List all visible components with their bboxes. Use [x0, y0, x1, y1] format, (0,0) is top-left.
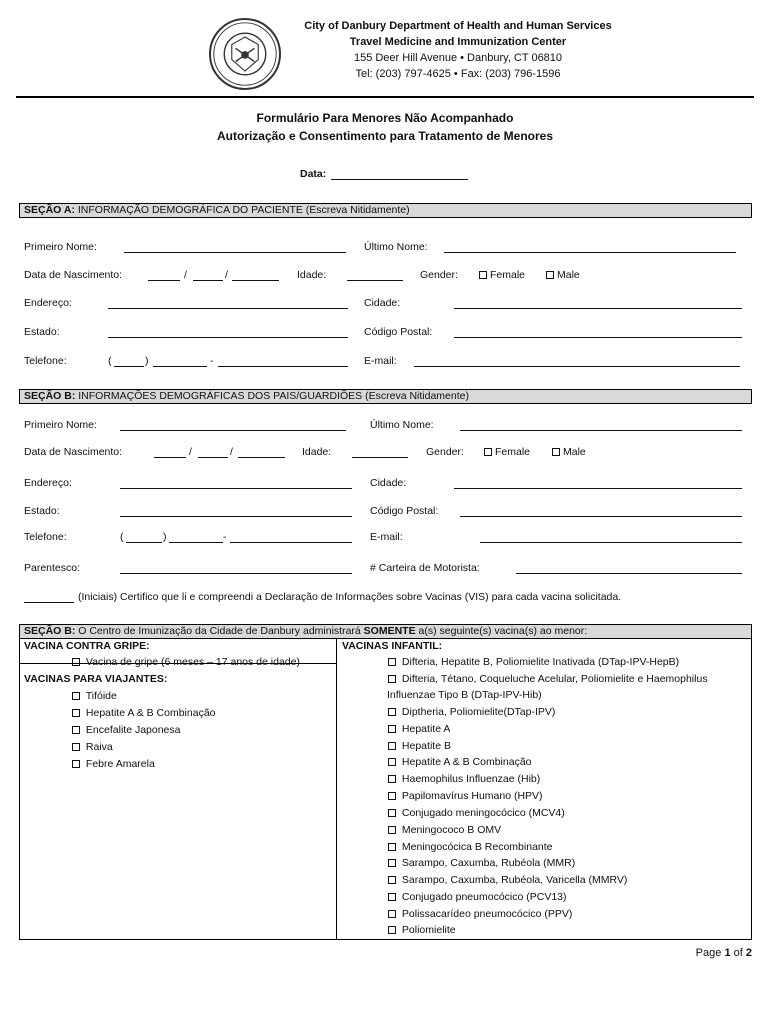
- child-vaccine-option[interactable]: Hepatite A: [388, 723, 450, 735]
- child-vaccine-option[interactable]: Meningocócica B Recombinante: [388, 841, 553, 853]
- section-b-header: SEÇÃO B: INFORMAÇÕES DEMOGRÁFICAS DOS PAIS/GUARDIÕES (Escreva Nitidamente): [19, 389, 752, 404]
- b-phone-paren-open: (: [120, 531, 124, 543]
- flu-heading: VACINA CONTRA GRIPE:: [24, 640, 150, 652]
- checkbox-icon: [388, 826, 396, 834]
- checkbox-icon: [388, 893, 396, 901]
- b-phone-paren-close: ): [163, 531, 167, 543]
- initials-field[interactable]: [24, 602, 74, 603]
- a-first-name-field[interactable]: [124, 252, 346, 253]
- child-vaccine-option[interactable]: Poliomielite: [388, 924, 456, 936]
- b-first-name-field[interactable]: [120, 430, 346, 431]
- child-vaccine-option[interactable]: Sarampo, Caxumba, Rubéola, Varicella (MMRV): [388, 874, 627, 886]
- travel-vaccine-option[interactable]: Tifóide: [72, 690, 117, 702]
- b-dob-year-field[interactable]: [238, 457, 285, 458]
- a-address-field[interactable]: [108, 308, 348, 309]
- b-age-field[interactable]: [352, 457, 408, 458]
- child-heading: VACINAS INFANTIL:: [342, 640, 443, 652]
- travel-vaccine-option[interactable]: Encefalite Japonesa: [72, 724, 181, 736]
- travel-heading: VACINAS PARA VIAJANTES:: [24, 673, 168, 685]
- a-dob-label: Data de Nascimento:: [24, 269, 123, 281]
- form-title: Formulário Para Menores Não Acompanhado: [256, 111, 514, 125]
- checkbox-icon: [388, 708, 396, 716]
- checkbox-icon: [72, 692, 80, 700]
- a-phone-paren-close: ): [145, 355, 149, 367]
- b-dob-slash-2: /: [230, 446, 233, 458]
- b-male-checkbox[interactable]: Male: [552, 446, 586, 458]
- a-age-label: Idade:: [297, 269, 327, 281]
- checkbox-icon: [388, 910, 396, 918]
- a-phone-paren-open: (: [108, 355, 112, 367]
- a-dob-slash-1: /: [184, 269, 187, 281]
- vaccine-table-header: SEÇÃO B: O Centro de Imunização da Cidade de Danbury administrará SOMENTE a(s) seguinte(s) vacina(s) ao menor:: [20, 625, 751, 639]
- column-divider: [336, 639, 337, 939]
- child-vaccine-option[interactable]: Difteria, Hepatite B, Poliomielite Inativada (DTap-IPV-HepB): [388, 656, 679, 668]
- a-dob-year-field[interactable]: [232, 280, 279, 281]
- a-dob-month-field[interactable]: [148, 280, 180, 281]
- a-phone-prefix-field[interactable]: [153, 366, 207, 367]
- a-gender-label: Gender:: [420, 269, 458, 281]
- child-vaccine-option[interactable]: Sarampo, Caxumba, Rubéola (MMR): [388, 857, 575, 869]
- header-rule: [16, 96, 754, 98]
- b-relation-label: Parentesco:: [24, 562, 81, 574]
- checkbox-icon: [388, 792, 396, 800]
- checkbox-icon: [72, 743, 80, 751]
- a-dob-day-field[interactable]: [193, 280, 223, 281]
- b-phone-label: Telefone:: [24, 531, 67, 543]
- city-seal-logo: [209, 18, 281, 90]
- a-phone-number-field[interactable]: [218, 366, 348, 367]
- a-state-label: Estado:: [24, 326, 60, 338]
- form-subtitle: Autorização e Consentimento para Tratamento de Menores: [216, 129, 554, 143]
- b-license-label: # Carteira de Motorista:: [370, 562, 480, 574]
- checkbox-icon: [484, 448, 492, 456]
- a-phone-label: Telefone:: [24, 355, 67, 367]
- a-last-name-label: Último Nome:: [364, 241, 428, 253]
- vaccine-table: [19, 624, 752, 940]
- checkbox-icon: [72, 760, 80, 768]
- b-state-label: Estado:: [24, 505, 60, 517]
- b-phone-area-field[interactable]: [126, 542, 162, 543]
- checkbox-icon: [388, 859, 396, 867]
- b-relation-field[interactable]: [120, 573, 352, 574]
- checkbox-icon: [479, 271, 487, 279]
- a-age-field[interactable]: [347, 280, 403, 281]
- date-field[interactable]: [331, 179, 468, 180]
- initials-statement: (Iniciais) Certifico que li e compreendi a Declaração de Informações sobre Vacinas (VIS) para cada vacina solicitada.: [78, 591, 622, 603]
- checkbox-icon: [72, 709, 80, 717]
- b-email-field[interactable]: [480, 542, 742, 543]
- a-zip-label: Código Postal:: [364, 326, 433, 338]
- a-phone-dash: -: [210, 355, 214, 367]
- b-address-label: Endereço:: [24, 477, 72, 489]
- a-zip-field[interactable]: [454, 337, 742, 338]
- a-email-field[interactable]: [414, 366, 740, 367]
- a-city-field[interactable]: [454, 308, 742, 309]
- b-age-label: Idade:: [302, 446, 332, 458]
- b-license-field[interactable]: [516, 573, 742, 574]
- child-vaccine-option[interactable]: Polissacarídeo pneumocócico (PPV): [388, 908, 572, 920]
- header-org: City of Danbury Department of Health and Human Services: [304, 20, 612, 32]
- child-vaccine-option[interactable]: Meningococo B OMV: [388, 824, 501, 836]
- b-zip-field[interactable]: [460, 516, 742, 517]
- checkbox-icon: [72, 726, 80, 734]
- b-dob-label: Data de Nascimento:: [24, 446, 123, 458]
- checkbox-icon: [388, 658, 396, 666]
- b-dob-slash-1: /: [189, 446, 192, 458]
- a-dob-slash-2: /: [225, 269, 228, 281]
- b-phone-number-field[interactable]: [230, 542, 352, 543]
- travel-vaccine-option[interactable]: Febre Amarela: [72, 758, 155, 770]
- a-male-checkbox[interactable]: Male: [546, 269, 580, 281]
- a-first-name-label: Primeiro Nome:: [24, 241, 97, 253]
- page-number: Page 1 of 2: [695, 947, 752, 959]
- child-vaccine-option[interactable]: Hepatite A & B Combinação: [388, 756, 532, 768]
- a-female-checkbox[interactable]: Female: [479, 269, 525, 281]
- checkbox-icon: [388, 843, 396, 851]
- child-vaccine-option[interactable]: Difteria, Tétano, Coqueluche Acelular, Poliomielite e Haemophilus: [388, 673, 708, 685]
- child-vaccine-option[interactable]: Papilomavírus Humano (HPV): [388, 790, 543, 802]
- b-dob-day-field[interactable]: [198, 457, 228, 458]
- b-last-name-label: Último Nome:: [370, 419, 434, 431]
- checkbox-icon: [388, 742, 396, 750]
- b-city-label: Cidade:: [370, 477, 407, 489]
- section-a-header: SEÇÃO A: INFORMAÇÃO DEMOGRÁFICA DO PACIENTE (Escreva Nitidamente): [19, 203, 752, 218]
- travel-vaccine-option[interactable]: Hepatite A & B Combinação: [72, 707, 216, 719]
- a-city-label: Cidade:: [364, 297, 401, 309]
- checkbox-icon: [552, 448, 560, 456]
- b-female-checkbox[interactable]: Female: [484, 446, 530, 458]
- checkbox-icon: [388, 809, 396, 817]
- a-state-field[interactable]: [108, 337, 348, 338]
- b-zip-label: Código Postal:: [370, 505, 439, 517]
- checkbox-icon: [388, 775, 396, 783]
- date-label: Data:: [300, 168, 327, 180]
- checkbox-icon: [388, 675, 396, 683]
- child-vaccine-option[interactable]: Haemophilus Influenzae (Hib): [388, 773, 540, 785]
- a-phone-area-field[interactable]: [114, 366, 144, 367]
- child-vaccine-option[interactable]: Conjugado meningocócico (MCV4): [388, 807, 565, 819]
- child-vaccine-option[interactable]: Conjugado pneumocócico (PCV13): [388, 891, 567, 903]
- a-last-name-field[interactable]: [444, 252, 736, 253]
- child-vaccine-option[interactable]: Diptheria, Poliomielite(DTap-IPV): [388, 706, 555, 718]
- b-phone-prefix-field[interactable]: [169, 542, 223, 543]
- checkbox-icon: [72, 658, 80, 666]
- a-email-label: E-mail:: [364, 355, 397, 367]
- checkbox-icon: [388, 725, 396, 733]
- child-vaccine-option-continued: Influenzae Tipo B (DTap-IPV-Hib): [387, 689, 542, 701]
- checkbox-icon: [388, 876, 396, 884]
- header-center: Travel Medicine and Immunization Center: [349, 36, 567, 48]
- b-state-field[interactable]: [120, 516, 352, 517]
- b-phone-dash: -: [223, 531, 227, 543]
- checkbox-icon: [388, 758, 396, 766]
- flu-vaccine-option[interactable]: Vacina de gripe (6 meses – 17 anos de idade): [72, 656, 300, 668]
- b-gender-label: Gender:: [426, 446, 464, 458]
- b-dob-month-field[interactable]: [154, 457, 186, 458]
- b-first-name-label: Primeiro Nome:: [24, 419, 97, 431]
- checkbox-icon: [388, 926, 396, 934]
- b-email-label: E-mail:: [370, 531, 403, 543]
- header-address: 155 Deer Hill Avenue • Danbury, CT 06810: [353, 52, 563, 64]
- b-address-field[interactable]: [120, 488, 352, 489]
- checkbox-icon: [546, 271, 554, 279]
- b-city-field[interactable]: [454, 488, 742, 489]
- child-vaccine-option[interactable]: Hepatite B: [388, 740, 451, 752]
- travel-vaccine-option[interactable]: Raiva: [72, 741, 113, 753]
- a-address-label: Endereço:: [24, 297, 72, 309]
- header-phone: Tel: (203) 797-4625 • Fax: (203) 796-1596: [355, 68, 561, 80]
- b-last-name-field[interactable]: [460, 430, 742, 431]
